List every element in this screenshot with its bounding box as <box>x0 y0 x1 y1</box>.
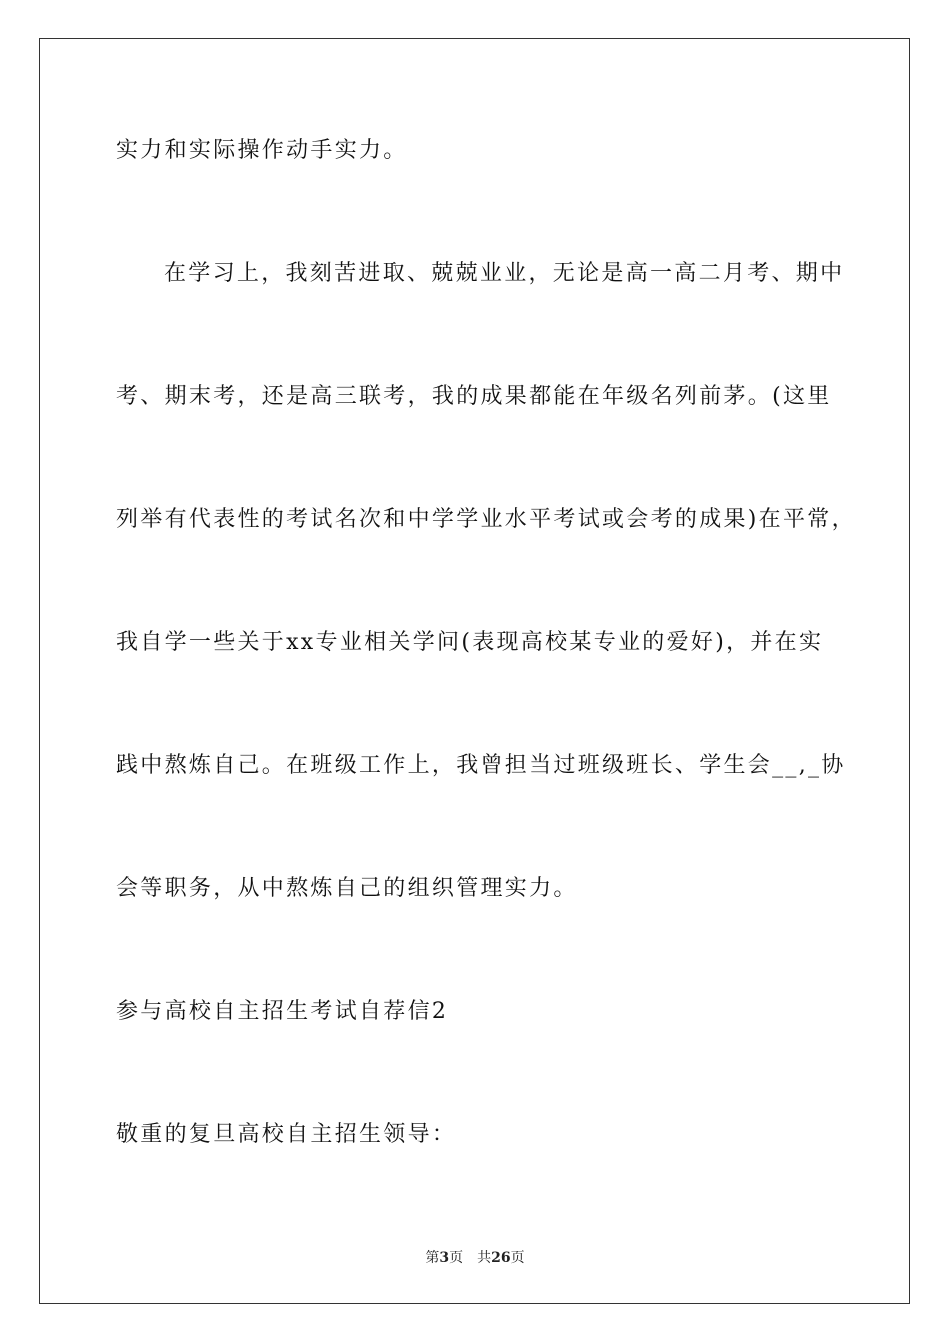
footer-total-number: 26 <box>491 1250 511 1266</box>
section-heading: 参与高校自主招生考试自荐信2 <box>116 999 449 1024</box>
paragraph-line-7: 会等职务，从中熬炼自己的组织管理实力。 <box>116 876 578 901</box>
footer-total-prefix: 共 <box>477 1250 492 1266</box>
paragraph-line-4: 列举有代表性的考试名次和中学学业水平考试或会考的成果)在平常， <box>116 507 856 532</box>
page-footer <box>0 1249 950 1267</box>
footer-page-number: 3 <box>439 1250 450 1266</box>
paragraph-line-2: 在学习上，我刻苦进取、兢兢业业，无论是高一高二月考、期中 <box>164 261 845 286</box>
salutation-line: 敬重的复旦高校自主招生领导： <box>116 1122 457 1147</box>
paragraph-line-5: 我自学一些关于xx专业相关学问(表现高校某专业的爱好)，并在实 <box>116 630 824 655</box>
page-border <box>39 38 910 1304</box>
paragraph-line-1: 实力和实际操作动手实力。 <box>116 138 408 163</box>
paragraph-line-6: 践中熬炼自己。在班级工作上，我曾担当过班级班长、学生会__,_协 <box>116 753 846 778</box>
paragraph-line-3: 考、期末考，还是高三联考，我的成果都能在年级名列前茅。(这里 <box>116 384 832 409</box>
footer-page-suffix: 页 <box>449 1250 464 1266</box>
footer-total-suffix: 页 <box>510 1250 525 1266</box>
footer-page-prefix: 第 <box>425 1250 440 1266</box>
